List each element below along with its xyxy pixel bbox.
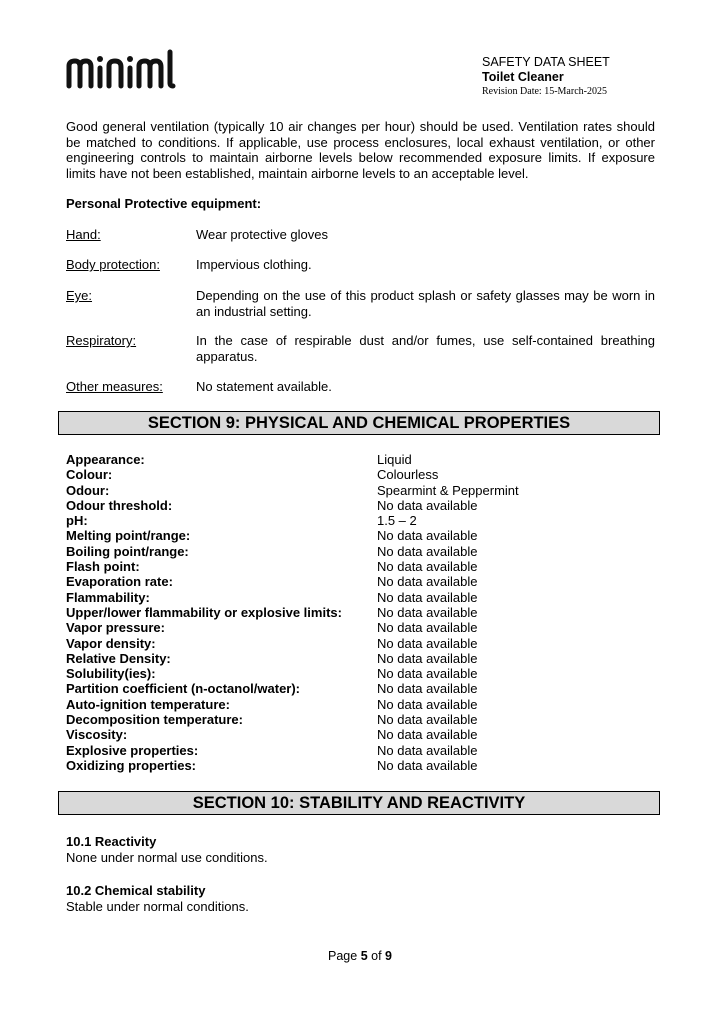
property-label: Auto-ignition temperature: [66, 696, 230, 712]
ppe-label: Respiratory: [66, 333, 137, 348]
property-label: Melting point/range: [66, 528, 191, 544]
ppe-label: Eye: [66, 288, 93, 303]
property-row [66, 666, 656, 681]
property-label: Flash point: [66, 559, 140, 575]
property-value: No data available [377, 543, 478, 559]
property-row [66, 651, 656, 666]
property-value: Spearmint & Peppermint [377, 482, 519, 498]
property-value: No data available [377, 574, 478, 590]
property-label: Flammability: [66, 589, 150, 605]
of-word: of [371, 949, 382, 963]
property-label: Explosive properties: [66, 742, 199, 758]
property-value: No data available [377, 712, 478, 728]
property-value: No data available [377, 589, 478, 605]
property-label: Oxidizing properties: [66, 757, 197, 773]
property-value: No data available [377, 604, 478, 620]
property-row [66, 559, 656, 574]
property-label: Odour threshold: [66, 497, 173, 513]
property-label: Decomposition temperature: [66, 712, 243, 728]
property-row [66, 758, 656, 773]
property-row [66, 452, 656, 467]
property-value: No data available [377, 650, 478, 666]
property-value: No data available [377, 528, 478, 544]
property-value: No data available [377, 681, 478, 697]
ppe-value: Impervious clothing. [196, 257, 312, 272]
property-row [66, 620, 656, 635]
property-row [66, 605, 656, 620]
property-row [66, 528, 656, 543]
property-value: 1.5 – 2 [377, 513, 417, 529]
property-label: Appearance: [66, 452, 145, 467]
page-word: Page [328, 949, 358, 963]
property-label: Upper/lower flammability or explosive limits: [66, 604, 342, 620]
property-row [66, 727, 656, 742]
property-row [66, 636, 656, 651]
subsection-text: Stable under normal conditions. [66, 898, 249, 914]
property-row [66, 574, 656, 589]
ppe-value: In the case of respirable dust and/or fumes, use self-contained breathing apparatus. [196, 333, 655, 364]
brand-logo-mark [64, 46, 176, 92]
reactivity-subsection [66, 834, 268, 865]
document-type: SAFETY DATA SHEET [482, 55, 610, 69]
subsection-title: 10.2 Chemical stability [66, 883, 206, 898]
property-value: No data available [377, 497, 478, 513]
section-9-heading: SECTION 9: PHYSICAL AND CHEMICAL PROPERTIES [58, 411, 660, 435]
property-label: pH: [66, 513, 88, 529]
property-value: No data available [377, 635, 478, 651]
property-label: Solubility(ies): [66, 666, 156, 682]
ppe-label: Other measures: [66, 379, 163, 394]
ppe-value: Wear protective gloves [196, 227, 328, 242]
property-label: Vapor density: [66, 635, 156, 651]
ppe-label: Body protection: [66, 257, 160, 272]
subsection-title: 10.1 Reactivity [66, 834, 157, 849]
property-label: Viscosity: [66, 727, 128, 743]
ventilation-paragraph: Good general ventilation (typically 10 air changes per hour) should be used. Ventilation rates should be matched to conditions. If applicable, use process enclosures, local exhaust ventilation, or other engineering controls to maintain airborne levels below recommended exposure limits. If exposure limits have not been established, maintain airborne levels to an acceptable level. [66, 119, 655, 181]
property-row [66, 712, 656, 727]
property-row [66, 467, 656, 482]
property-value: No data available [377, 559, 478, 575]
product-name: Toilet Cleaner [482, 70, 564, 84]
page-footer [0, 949, 720, 963]
property-row [66, 483, 656, 498]
ppe-heading: Personal Protective equipment: [66, 196, 262, 211]
property-value: No data available [377, 696, 478, 712]
property-row [66, 681, 656, 696]
property-value: No data available [377, 666, 478, 682]
current-page: 5 [360, 949, 368, 963]
property-value: No data available [377, 757, 478, 773]
document-header [482, 55, 712, 99]
ppe-value: Depending on the use of this product splash or safety glasses may be worn in an industrial setting. [196, 288, 655, 319]
property-row [66, 590, 656, 605]
properties-table [66, 452, 656, 773]
property-row [66, 743, 656, 758]
property-value: Liquid [377, 452, 412, 467]
ppe-label: Hand: [66, 227, 101, 242]
total-pages: 9 [385, 949, 392, 963]
property-label: Partition coefficient (n-octanol/water): [66, 681, 301, 697]
property-label: Evaporation rate: [66, 574, 173, 590]
chemical-stability-subsection [66, 883, 249, 914]
brand-logo [64, 46, 176, 92]
property-row [66, 544, 656, 559]
property-value: No data available [377, 727, 478, 743]
property-row [66, 697, 656, 712]
revision-date: Revision Date: 15-March-2025 [482, 86, 607, 97]
property-value: No data available [377, 620, 478, 636]
property-label: Colour: [66, 467, 113, 483]
ppe-value: No statement available. [196, 379, 332, 394]
property-label: Vapor pressure: [66, 620, 165, 636]
property-label: Relative Density: [66, 650, 171, 666]
subsection-text: None under normal use conditions. [66, 849, 268, 865]
property-value: Colourless [377, 467, 439, 483]
property-label: Boiling point/range: [66, 543, 189, 559]
property-value: No data available [377, 742, 478, 758]
property-label: Odour: [66, 482, 110, 498]
property-row [66, 513, 656, 528]
property-row [66, 498, 656, 513]
section-10-heading: SECTION 10: STABILITY AND REACTIVITY [58, 791, 660, 815]
